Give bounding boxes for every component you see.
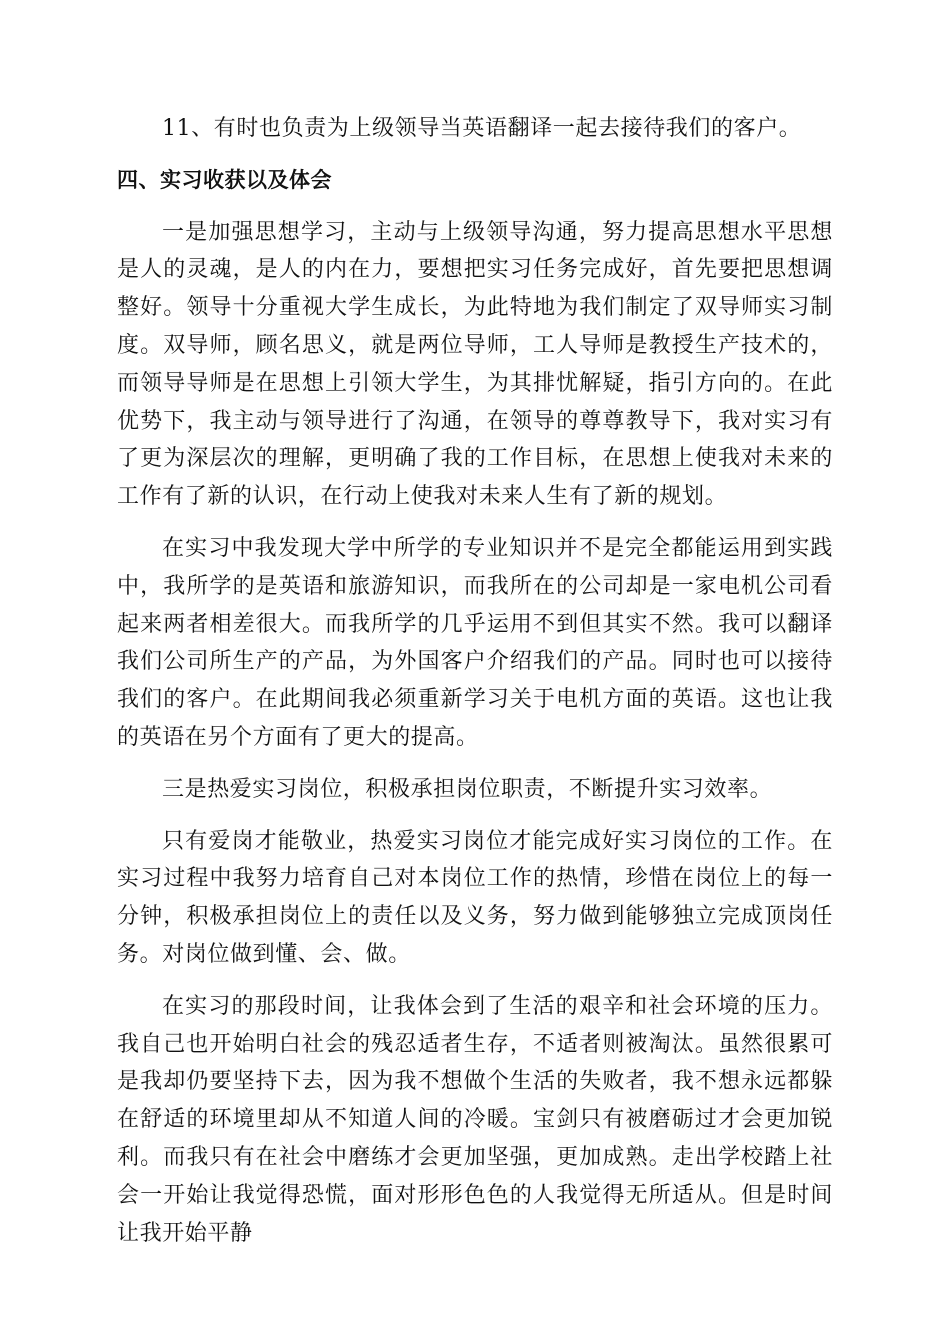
paragraph-love-position: 三是热爱实习岗位，积极承担岗位职责，不断提升实习效率。 — [162, 776, 773, 802]
section-heading: 四、实习收获以及体会 — [117, 167, 332, 192]
document-body — [117, 110, 833, 1266]
paragraph-knowledge-application: 在实习中我发现大学中所学的专业知识并不是完全都能运用到实践中，我所学的是英语和旅游知识，而我所在的公司却是一家电机公司看起来两者相差很大。而我所学的几乎运用不到但其实不然。我可以翻译我们公司所生产的产品，为外国客户介绍我们的产品。同时也可以接待我们的客户。在此期间我必须重新学习关于电机方面的英语。这也让我的英语在另个方面有了更大的提高。 — [117, 535, 833, 750]
paragraph-thought-study: 一是加强思想学习，主动与上级领导沟通，努力提高思想水平思想是人的灵魂，是人的内在力，要想把实习任务完成好，首先要把思想调整好。领导十分重视大学生成长，为此特地为我们制定了双导师实习制度。双导师，顾名思义，就是两位导师，工人导师是教授生产技术的，而领导导师是在思想上引领大学生，为其排忧解疑，指引方向的。在此优势下，我主动与领导进行了沟通，在领导的尊尊教导下，我对实习有了更为深层次的理解，更明确了我的工作目标，在思想上使我对未来的工作有了新的认识，在行动上使我对未来人生有了新的规划。 — [117, 219, 833, 510]
paragraph-item-11: 11、有时也负责为上级领导当英语翻译一起去接待我们的客户。 — [162, 116, 802, 141]
paragraph-dedication: 只有爱岗才能敬业，热爱实习岗位才能完成好实习岗位的工作。在实习过程中我努力培育自己对本岗位工作的热情，珍惜在岗位上的每一分钟，积极承担岗位上的责任以及义务，努力做到能够独立完成顶岗任务。对岗位做到懂、会、做。 — [117, 828, 833, 967]
paragraph-life-experience: 在实习的那段时间，让我体会到了生活的艰辛和社会环境的压力。我自己也开始明白社会的残忍适者生存，不适者则被淘汰。虽然很累可是我却仍要坚持下去，因为我不想做个生活的失败者，我不想永远都躲在舒适的环境里却从不知道人间的冷暖。宝剑只有被磨砺过才会更加锐利。而我只有在社会中磨练才会更加坚强，更加成熟。走出学校踏上社会一开始让我觉得恐慌，面对形形色色的人我觉得无所适从。但是时间让我开始平静 — [117, 993, 833, 1246]
